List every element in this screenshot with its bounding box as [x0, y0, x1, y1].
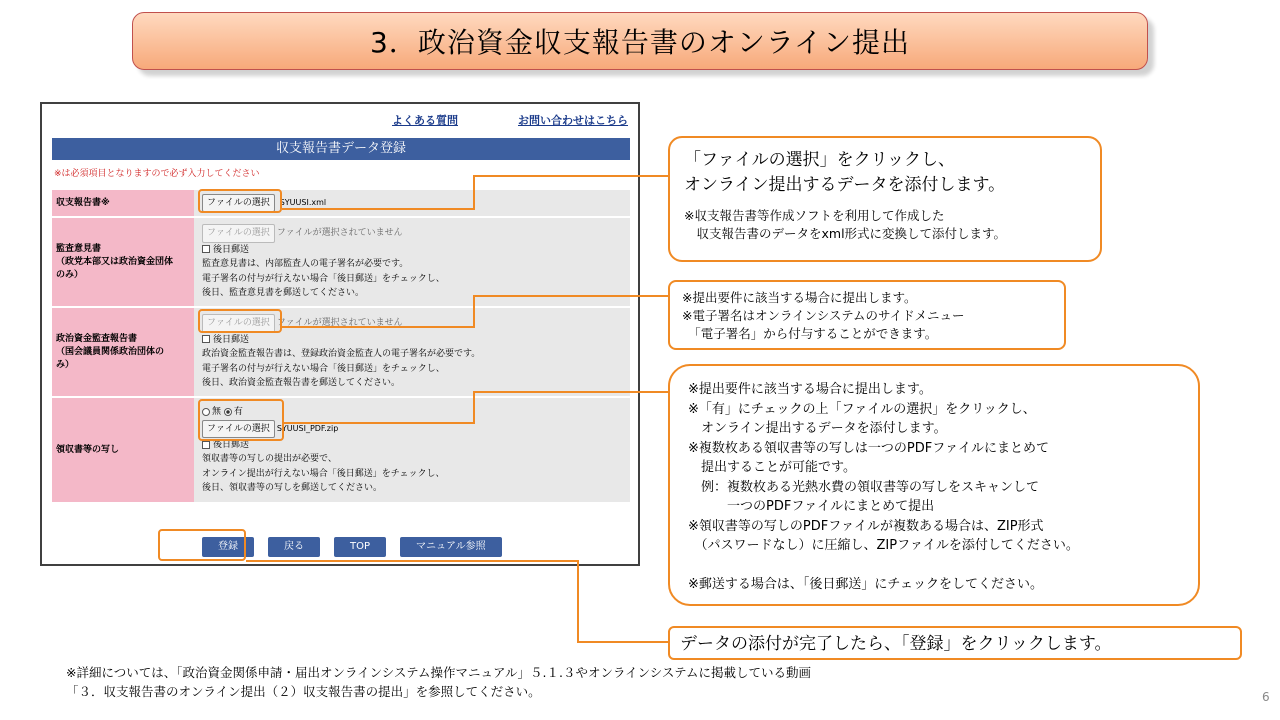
- callout-text: オンライン提出するデータを添付します。: [684, 174, 1006, 195]
- no-file-status: ファイルが選択されていません: [276, 228, 403, 239]
- required-note: ※は必須項目となりますので必ず入力してください: [54, 169, 260, 179]
- help-text: 後日、政治資金監査報告書を郵送してください。: [202, 377, 401, 388]
- audit-report-label: [52, 308, 194, 396]
- later-mail-checkbox[interactable]: [202, 335, 210, 343]
- label-line: のみ）: [56, 269, 84, 280]
- later-mail-label: 後日郵送: [213, 244, 250, 255]
- radio-yes-label: 有: [233, 407, 243, 418]
- help-text: 電子署名の付与が行えない場合「後日郵送」をチェックし、: [202, 363, 445, 374]
- help-text: オンライン提出が行えない場合「後日郵送」をチェックし、: [202, 468, 445, 479]
- report-filename: SYUUSI.xml: [279, 198, 327, 207]
- no-file-status: ファイルが選択されていません: [276, 318, 403, 329]
- highlight-register: [158, 529, 246, 561]
- form-title: 収支報告書データ登録: [52, 138, 630, 160]
- receipts-filename: SYUUSI_PDF.zip: [276, 423, 339, 433]
- top-button[interactable]: TOP: [334, 537, 386, 557]
- label-line: 政治資金監査報告書: [56, 333, 138, 344]
- label-line: （国会議員関係政治団体の: [56, 346, 165, 357]
- report-file-button[interactable]: ファイルの選択: [202, 194, 275, 212]
- back-button[interactable]: 戻る: [268, 537, 320, 557]
- action-buttons: [202, 537, 502, 557]
- audit-opinion-label: [52, 218, 194, 306]
- callout-receipts: ※提出要件に該当する場合に提出します。 ※「有」にチェックの上「ファイルの選択」をクリックし、 オンライン提出するデータを添付します。 ※複数枚ある領収書等の写しは一つのPDFファイルにまとめて 提出することが可能です。 例：複数枚ある光熱水費の領収書等の写しをスキャンして 一つのPDFファイルにまとめて提出 ※領収書等の写しのPDFファイルが複数ある場合は、ZIP形式 （パスワードなし）に圧縮し、ZIPファイルを添付してください。 ※郵送する場合は、「後日郵送」にチェックをしてください。: [668, 364, 1200, 606]
- row-audit-opinion: [52, 218, 630, 306]
- report-label: 収支報告書※: [52, 190, 194, 216]
- row-report: [52, 190, 630, 216]
- help-text: 後日、監査意見書を郵送してください。: [202, 287, 365, 298]
- audit-opinion-file-button[interactable]: ファイルの選択: [202, 224, 275, 242]
- page-number: 6: [1262, 690, 1270, 704]
- upload-form: [52, 188, 630, 504]
- help-text: 電子署名の付与が行えない場合「後日郵送」をチェックし、: [202, 273, 445, 284]
- callout-text: 「ファイルの選択」をクリックし、: [684, 150, 955, 170]
- footnote-line: ※詳細については、「政治資金関係申請・届出オンラインシステム操作マニュアル」５.１.３やオンラインシステムに掲載している動画: [66, 665, 812, 680]
- highlight-report-file: [198, 189, 282, 213]
- screenshot-window: [40, 102, 640, 566]
- later-mail-label: 後日郵送: [213, 334, 250, 345]
- callout-register: データの添付が完了したら、「登録」をクリックします。: [668, 626, 1242, 660]
- contact-link[interactable]: お問い合わせはこちら: [518, 114, 628, 127]
- top-links: [392, 112, 628, 128]
- footnote: [66, 664, 811, 702]
- manual-button[interactable]: マニュアル参照: [400, 537, 502, 557]
- page-title: 3．政治資金収支報告書のオンライン提出: [132, 12, 1148, 70]
- receipts-file-button[interactable]: ファイルの選択: [202, 420, 275, 438]
- later-mail-checkbox[interactable]: [202, 245, 210, 253]
- label-line: （政党本部又は政治資金団体: [56, 256, 174, 267]
- label-line: 監査意見書: [56, 243, 102, 254]
- callout-audit-report: ※提出要件に該当する場合に提出します。 ※電子署名はオンラインシステムのサイドメニュー 「電子署名」から付与することができます。: [668, 280, 1066, 350]
- highlight-receipts-file: [198, 399, 284, 441]
- row-audit-report: [52, 308, 630, 396]
- faq-link[interactable]: よくある質問: [392, 114, 458, 127]
- callout-file-select: [668, 136, 1102, 262]
- help-text: 政治資金監査報告書は、登録政治資金監査人の電子署名が必要です。: [202, 349, 481, 360]
- footnote-line: 「３．収支報告書のオンライン提出（２）収支報告書の提出」を参照してください。: [66, 683, 541, 699]
- receipts-label: 領収書等の写し: [52, 398, 194, 502]
- audit-report-file-button[interactable]: ファイルの選択: [202, 314, 275, 332]
- help-text: 監査意見書は、内部監査人の電子署名が必要です。: [202, 259, 409, 270]
- help-text: 後日、領収書等の写しを郵送してください。: [202, 483, 383, 494]
- label-line: み）: [56, 359, 75, 370]
- later-mail-label: 後日郵送: [213, 440, 250, 450]
- radio-none-label: 無: [212, 407, 222, 418]
- later-mail-checkbox[interactable]: [202, 441, 210, 449]
- register-button[interactable]: 登録: [202, 537, 254, 557]
- highlight-audit-report-file: [198, 309, 282, 333]
- callout-note: ※収支報告書等作成ソフトを利用して作成した 収支報告書のデータをxml形式に変換して添付します。: [684, 208, 1007, 242]
- help-text: 領収書等の写しの提出が必要で、: [202, 454, 337, 465]
- row-receipts: [52, 398, 630, 502]
